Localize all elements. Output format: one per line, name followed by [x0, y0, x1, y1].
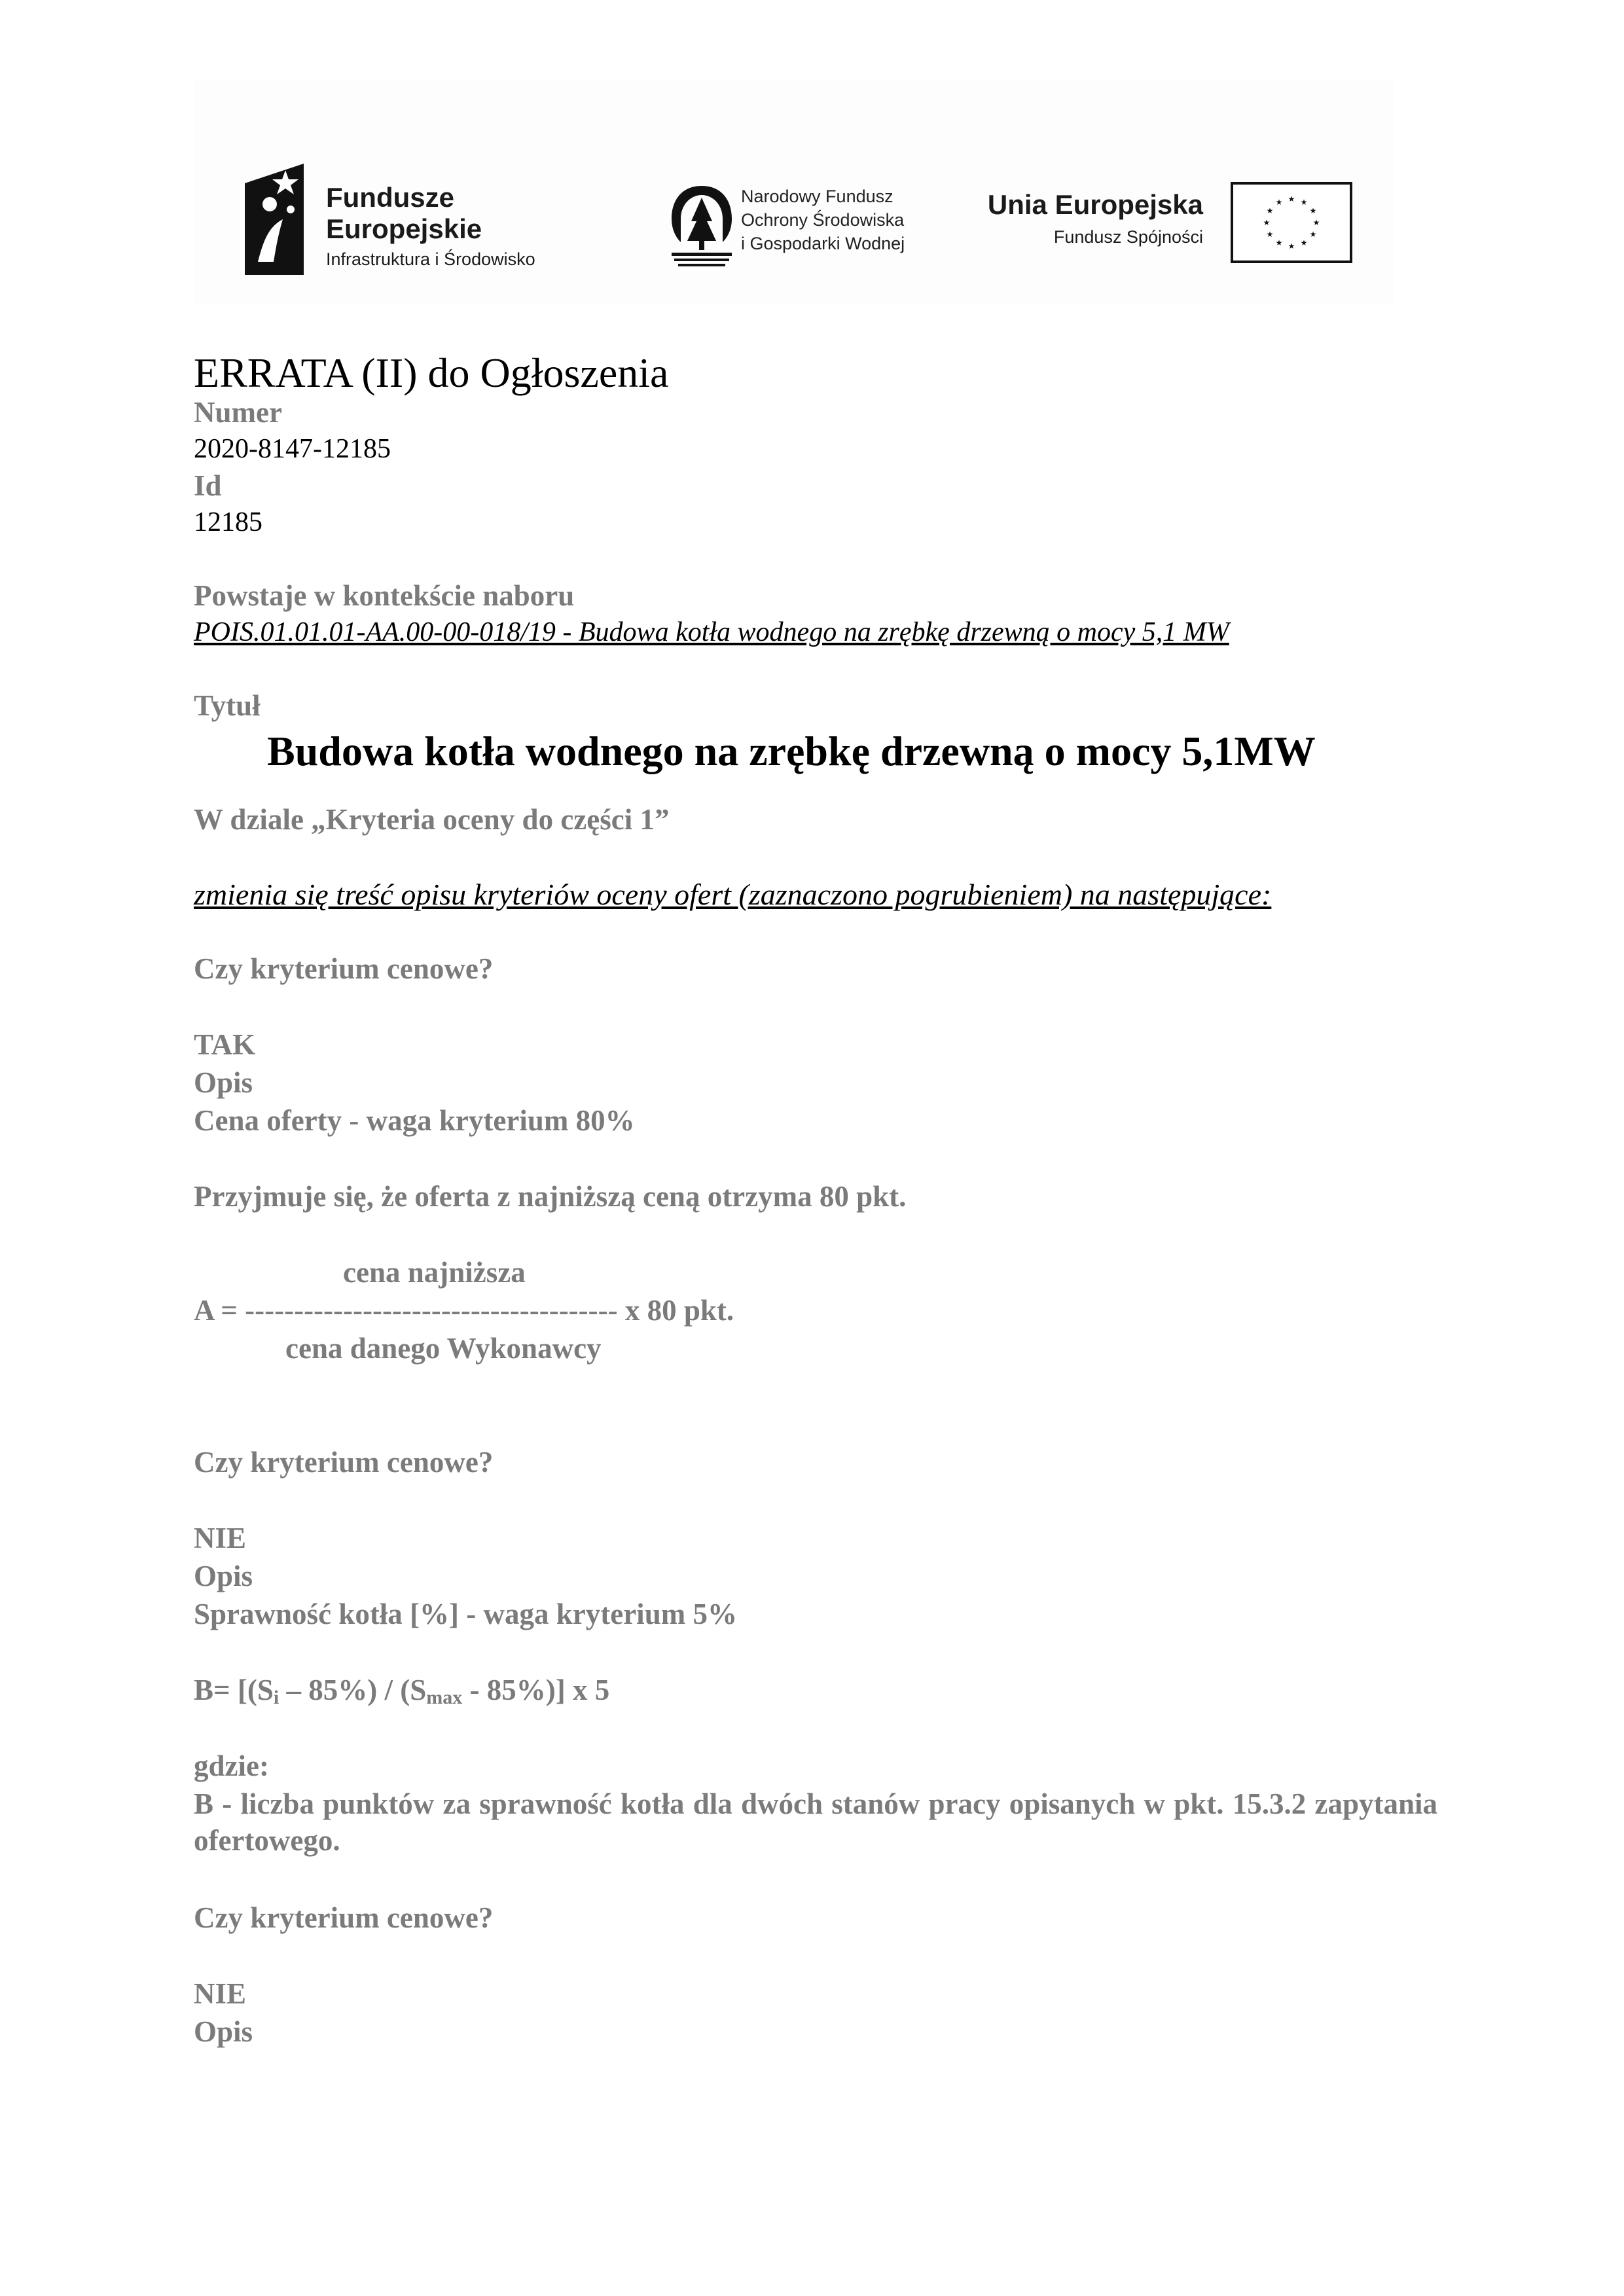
efficiency-formula-sub-i: i	[273, 1687, 280, 1708]
eu-flag-icon	[1231, 182, 1352, 263]
gdzie-text: B - liczba punktów za sprawność kotła dla dwóch stanów pracy opisanych w pkt. 15.3.2 zapytania ofertowego.	[194, 1787, 1437, 1857]
criterion-1-desc: Cena oferty - waga kryterium 80%	[194, 1104, 635, 1137]
title-label: Tytuł	[194, 689, 261, 722]
formula-line: A = -------------------------------------- x 80 pkt.	[194, 1294, 734, 1327]
svg-text:★: ★	[1309, 206, 1317, 215]
unia-europejska-logo	[987, 182, 1354, 264]
efficiency-formula	[194, 1672, 609, 1716]
id-label: Id	[194, 469, 222, 502]
criterion-1-answer: TAK	[194, 1028, 256, 1061]
svg-text:★: ★	[1288, 242, 1295, 251]
nfosigw-logo	[668, 182, 943, 267]
document-heading: ERRATA (II) do Ogłoszenia	[194, 350, 669, 396]
svg-text:★: ★	[1312, 218, 1320, 227]
svg-text:★: ★	[1300, 198, 1308, 207]
svg-text:★: ★	[1266, 230, 1274, 239]
ue-subtitle: Fundusz Spójności	[1053, 227, 1203, 247]
gdzie-label: gdzie:	[194, 1749, 269, 1782]
criterion-1-question: Czy kryterium cenowe?	[194, 952, 494, 985]
criterion-2-desc: Sprawność kotła [%] - waga kryterium 5%	[194, 1598, 737, 1630]
svg-text:★: ★	[1300, 238, 1308, 247]
efficiency-formula-part-a: B= [(S	[194, 1674, 274, 1706]
context-link[interactable]: POIS.01.01.01-AA.00-00-018/19 - Budowa kotła wodnego na zrębkę drzewną o mocy 5,1 MW	[194, 617, 1229, 647]
criterion-1-opis: Opis	[194, 1066, 253, 1099]
efficiency-formula-sub-max: max	[426, 1687, 463, 1708]
numer-value: 2020-8147-12185	[194, 434, 391, 464]
nfosigw-line3: i Gospodarki Wodnej	[741, 234, 905, 253]
formula-denominator: cena danego Wykonawcy	[285, 1332, 602, 1365]
criterion-1-note: Przyjmuje się, że oferta z najniższą ceną otrzyma 80 pkt.	[194, 1180, 907, 1213]
svg-text:★: ★	[1263, 218, 1271, 227]
criterion-2-answer: NIE	[194, 1522, 247, 1554]
fundusze-europejskie-mark-icon	[245, 164, 304, 275]
criterion-2-opis: Opis	[194, 1560, 253, 1592]
svg-text:★: ★	[1266, 206, 1274, 215]
efficiency-formula-part-b: – 85%) / (S	[279, 1674, 427, 1706]
formula-numerator: cena najniższa	[343, 1256, 526, 1289]
svg-text:★: ★	[1309, 230, 1317, 239]
criterion-2-question: Czy kryterium cenowe?	[194, 1446, 494, 1479]
efficiency-formula-part-c: - 85%)] x 5	[462, 1674, 610, 1706]
criterion-3-question: Czy kryterium cenowe?	[194, 1901, 494, 1934]
context-label: Powstaje w kontekście naboru	[194, 579, 575, 612]
fe-subtitle: Infrastruktura i Środowisko	[326, 249, 535, 269]
svg-text:★: ★	[1275, 198, 1283, 207]
numer-label: Numer	[194, 396, 282, 429]
unia-europejska-text	[987, 188, 1203, 250]
svg-text:★: ★	[1288, 194, 1295, 204]
change-note: zmienia się treść opisu kryteriów oceny ofert (zaznaczono pogrubieniem) na następujące:	[194, 878, 1272, 911]
fe-name-line2: Europejskie	[326, 213, 482, 244]
criterion-3-answer: NIE	[194, 1977, 247, 2010]
nfosigw-mark-icon	[668, 182, 736, 267]
criterion-3-opis: Opis	[194, 2015, 253, 2048]
ue-title: Unia Europejska	[987, 189, 1203, 220]
nfosigw-line1: Narodowy Fundusz	[741, 187, 893, 206]
fundusze-europejskie-logo	[245, 164, 572, 275]
fe-name-line1: Fundusze	[326, 182, 454, 213]
nfosigw-text	[741, 185, 905, 255]
id-value: 12185	[194, 507, 262, 537]
fundusze-europejskie-text	[326, 182, 535, 274]
nfosigw-line2: Ochrony Środowiska	[741, 210, 905, 230]
section-heading: W dziale „Kryteria oceny do części 1”	[194, 803, 670, 836]
title-value: Budowa kotła wodnego na zrębkę drzewną o mocy 5,1MW	[267, 728, 1316, 774]
svg-text:★: ★	[1275, 238, 1283, 247]
